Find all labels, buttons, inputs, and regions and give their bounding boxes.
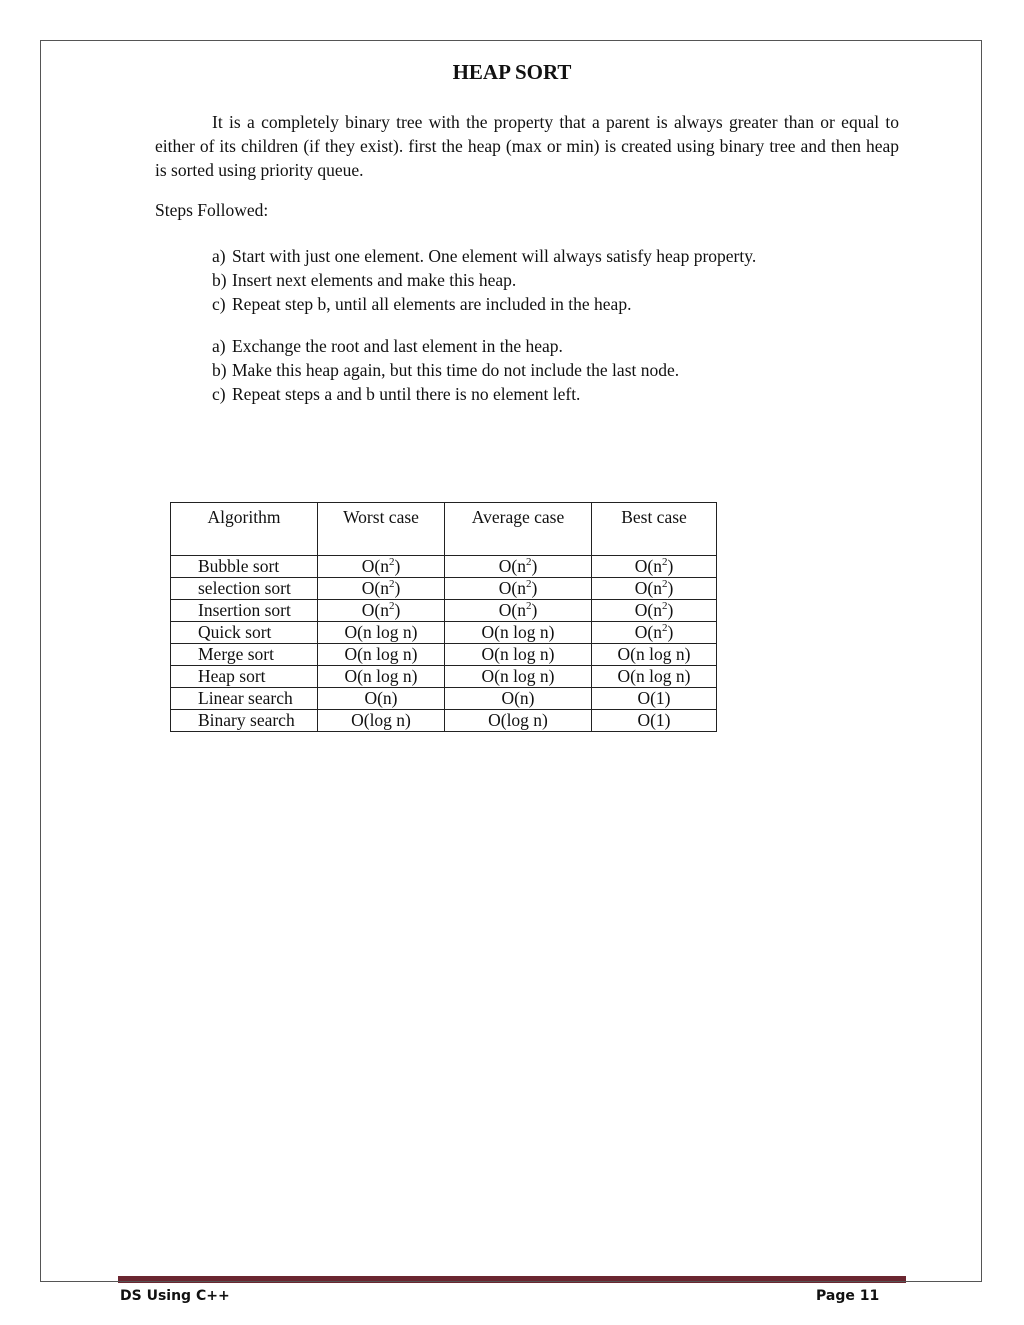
list-marker: a) xyxy=(212,246,226,266)
cell-worst: $O(n^2)$ xyxy=(318,600,445,622)
cell-worst: O(n) xyxy=(318,688,445,710)
list-marker: b) xyxy=(212,360,227,380)
complexity-table xyxy=(170,502,717,732)
cell-alg: selection sort xyxy=(171,578,318,600)
cell-worst: O(n log n) xyxy=(318,622,445,644)
page-title: HEAP SORT xyxy=(452,60,572,84)
header-algorithm: Algorithm xyxy=(171,503,318,556)
list-marker: b) xyxy=(212,270,227,290)
cell-best: $O(n^2)$ xyxy=(592,556,717,578)
cell-alg: Merge sort xyxy=(171,644,318,666)
cell-avg: $O(n^2)$ xyxy=(445,556,592,578)
list-item xyxy=(212,268,756,292)
list-item xyxy=(212,334,679,358)
cell-best: O(n log n) xyxy=(592,666,717,688)
cell-worst: O(log n) xyxy=(318,710,445,732)
cell-worst: O(n log n) xyxy=(318,644,445,666)
footer-rule-thin xyxy=(118,1282,906,1283)
list-text: Exchange the root and last element in the heap. xyxy=(232,336,563,356)
table-row xyxy=(171,710,717,732)
cell-best: O(1) xyxy=(592,688,717,710)
steps-list-build xyxy=(212,244,756,316)
table-row xyxy=(171,688,717,710)
cell-best: O(n log n) xyxy=(592,644,717,666)
table-row xyxy=(171,666,717,688)
footer-book-title: DS Using C++ xyxy=(120,1288,230,1304)
cell-alg: Binary search xyxy=(171,710,318,732)
header-best-case: Best case xyxy=(592,503,717,556)
list-text: Make this heap again, but this time do not include the last node. xyxy=(232,360,680,380)
cell-best: O(1) xyxy=(592,710,717,732)
table-row xyxy=(171,578,717,600)
cell-alg: Bubble sort xyxy=(171,556,318,578)
cell-best: $O(n^2)$ xyxy=(592,600,717,622)
footer-page-number: Page 11 xyxy=(816,1288,880,1304)
steps-label: Steps Followed: xyxy=(155,200,269,220)
cell-avg: O(n log n) xyxy=(445,622,592,644)
cell-avg: $O(n^2)$ xyxy=(445,578,592,600)
cell-alg: Linear search xyxy=(171,688,318,710)
list-marker: a) xyxy=(212,336,226,356)
cell-worst: $O(n^2)$ xyxy=(318,578,445,600)
list-text: Insert next elements and make this heap. xyxy=(232,270,517,290)
cell-best: $O(n^2)$ xyxy=(592,578,717,600)
list-text: Repeat steps a and b until there is no element left. xyxy=(232,384,581,404)
list-item xyxy=(212,244,756,268)
table-row xyxy=(171,600,717,622)
list-item xyxy=(212,382,679,406)
cell-avg: O(n) xyxy=(445,688,592,710)
cell-worst: O(n log n) xyxy=(318,666,445,688)
cell-alg: Quick sort xyxy=(171,622,318,644)
table-row xyxy=(171,644,717,666)
cell-avg: $O(n^2)$ xyxy=(445,600,592,622)
cell-alg: Heap sort xyxy=(171,666,318,688)
list-marker: c) xyxy=(212,384,226,404)
cell-avg: O(n log n) xyxy=(445,644,592,666)
header-worst-case: Worst case xyxy=(318,503,445,556)
cell-avg: O(n log n) xyxy=(445,666,592,688)
list-item xyxy=(212,292,756,316)
list-text: Start with just one element. One element will always satisfy heap property. xyxy=(232,246,757,266)
list-text: Repeat step b, until all elements are included in the heap. xyxy=(232,294,632,314)
header-average-case: Average case xyxy=(445,503,592,556)
cell-avg: O(log n) xyxy=(445,710,592,732)
table-row xyxy=(171,556,717,578)
steps-list-sort xyxy=(212,334,679,406)
list-marker: c) xyxy=(212,294,226,314)
cell-worst: $O(n^2)$ xyxy=(318,556,445,578)
footer-rule xyxy=(118,1276,906,1281)
table-header-row xyxy=(171,503,717,556)
list-item xyxy=(212,358,679,382)
cell-best: $O(n^2)$ xyxy=(592,622,717,644)
cell-alg: Insertion sort xyxy=(171,600,318,622)
intro-paragraph: It is a completely binary tree with the property that a parent is always greater than or equal to either of its children (if they exist). first the heap (max or min) is created using binary tree and then heap is sorted using priority queue. xyxy=(155,112,899,180)
table-row xyxy=(171,622,717,644)
